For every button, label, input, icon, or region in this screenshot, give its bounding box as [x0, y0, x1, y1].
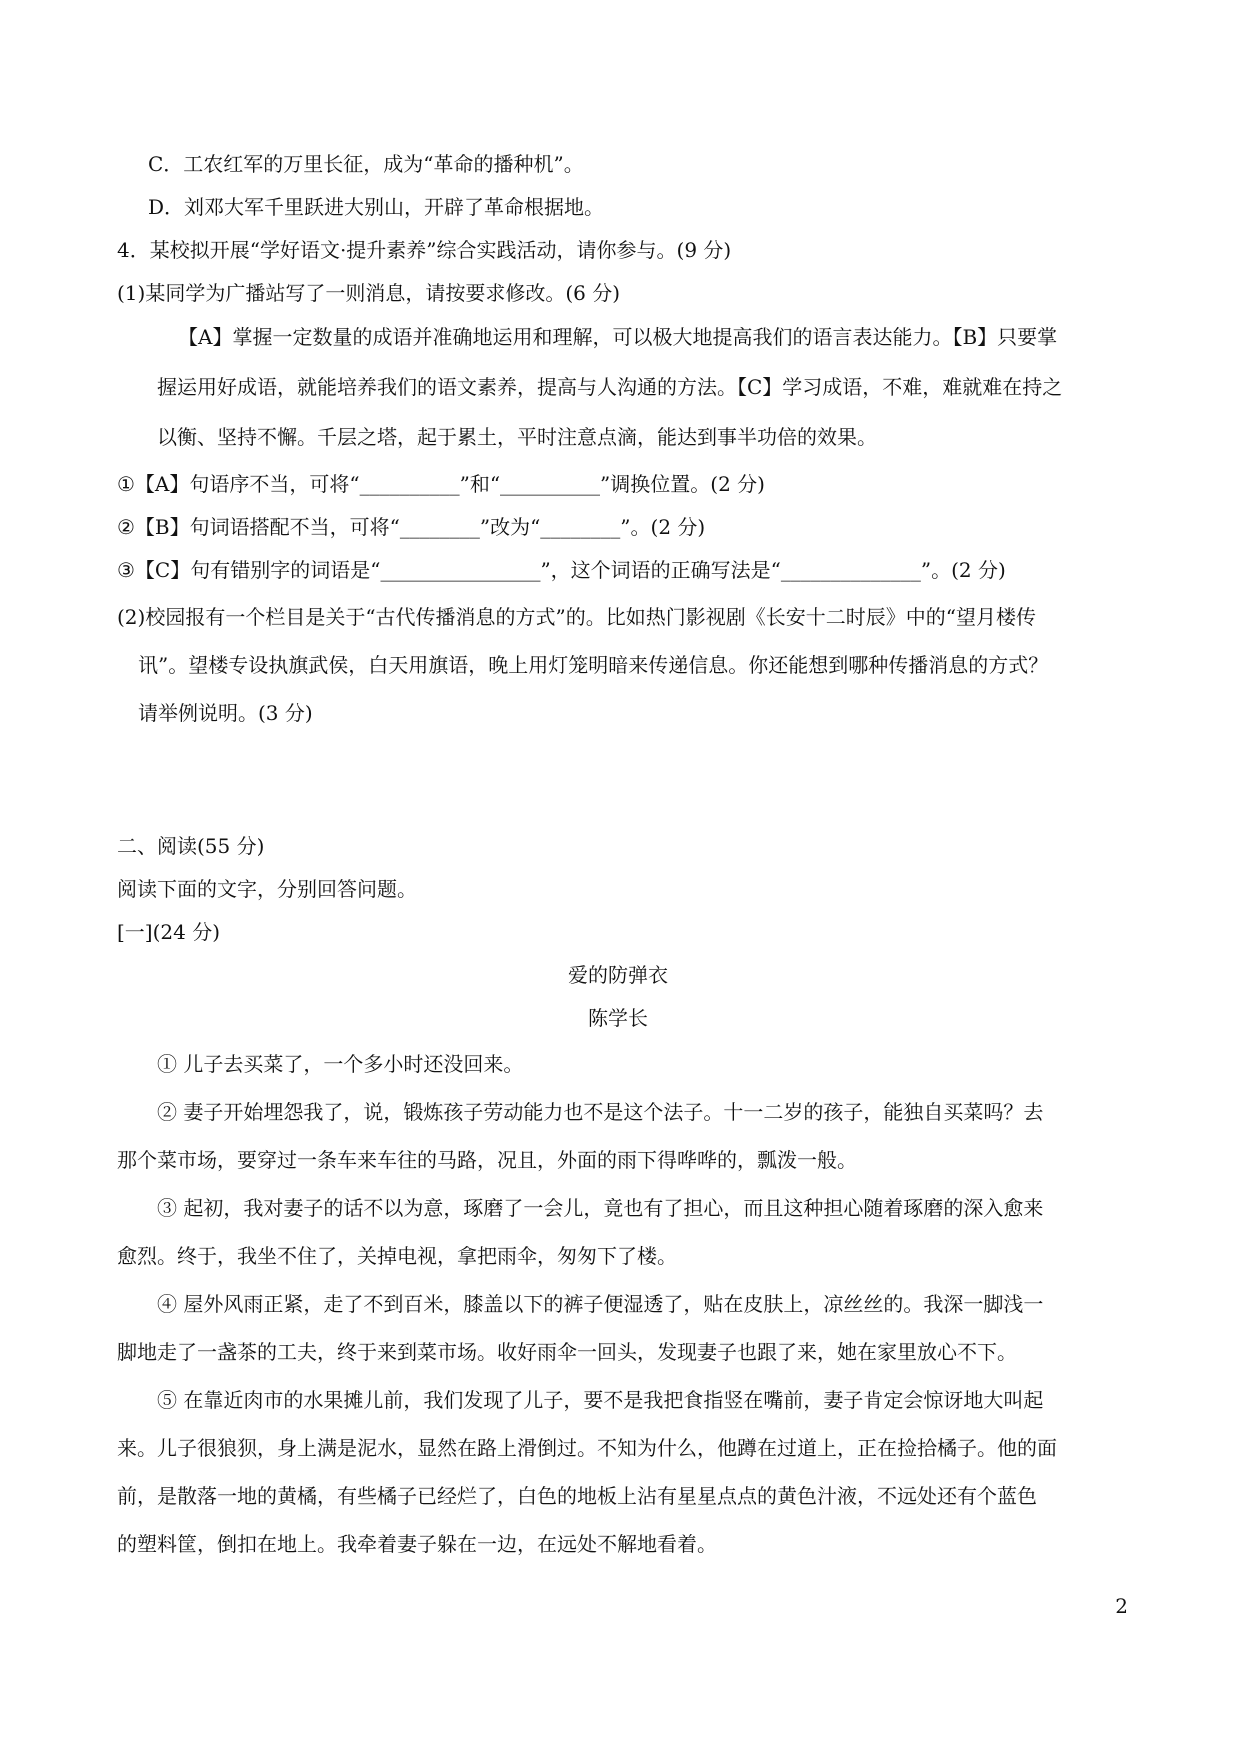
q4-stem: 4．某校拟开展“学好语文·提升素养”综合实践活动，请你参与。(9 分): [117, 238, 732, 262]
article-author: 陈学长: [588, 1006, 648, 1030]
q4-sub2: ②【B】句词语搭配不当，可将“________”改为“________”。(2 分): [117, 515, 706, 539]
article-paragraph-3: ③ 起初，我对妻子的话不以为意，琢磨了一会儿，竟也有了担心，而且这种担心随着琢磨的深入愈来: [157, 1196, 1044, 1220]
article-paragraph-1: ① 儿子去买菜了，一个多小时还没回来。: [157, 1052, 524, 1076]
q4-sub1: ①【A】句语序不当，可将“__________”和“__________”调换位置。(2 分): [117, 472, 765, 496]
article-paragraph-5: ⑤ 在靠近肉市的水果摊儿前，我们发现了儿子，要不是我把食指竖在嘴前，妻子肯定会惊讶地大叫起: [157, 1388, 1044, 1412]
q4-passage-line: 握运用好成语，就能培养我们的语文素养，提高与人沟通的方法。【C】学习成语，不难，难就难在持之: [157, 375, 1063, 399]
article-paragraph-2-cont: 那个菜市场，要穿过一条车来车往的马路，况且，外面的雨下得哗哗的，瓢泼一般。: [117, 1148, 857, 1172]
article-paragraph-3-cont: 愈烈。终于，我坐不住了，关掉电视，拿把雨伞，匆匆下了楼。: [117, 1244, 677, 1268]
q3-option-d: D．刘邓大军千里跃进大别山，开辟了革命根据地。: [148, 195, 605, 219]
article-paragraph-4: ④ 屋外风雨正紧，走了不到百米，膝盖以下的裤子便湿透了，贴在皮肤上，凉丝丝的。我深一脚浅一: [157, 1292, 1044, 1316]
section2-heading: 二、阅读(55 分): [117, 834, 265, 858]
q4-sub3: ③【C】句有错别字的词语是“________________”，这个词语的正确写法是“______________”。(2 分): [117, 558, 1006, 582]
article-paragraph-4-cont: 脚地走了一盏茶的工夫，终于来到菜市场。收好雨伞一回头，发现妻子也跟了来，她在家里放心不下。: [117, 1340, 1017, 1364]
article-paragraph-2: ② 妻子开始埋怨我了，说，锻炼孩子劳动能力也不是这个法子。十一二岁的孩子，能独自买菜吗？去: [157, 1100, 1044, 1124]
section2-instruction: 阅读下面的文字，分别回答问题。: [117, 877, 417, 901]
article-paragraph-5-cont: 来。儿子很狼狈，身上满是泥水，显然在路上滑倒过。不知为什么，他蹲在过道上，正在捡拾橘子。他的面: [117, 1436, 1057, 1460]
article-paragraph-5-cont: 的塑料筐，倒扣在地上。我牵着妻子躲在一边，在远处不解地看着。: [117, 1532, 717, 1556]
section2-part1-label: [一](24 分): [117, 920, 221, 944]
q4-passage-line: 【A】掌握一定数量的成语并准确地运用和理解，可以极大地提高我们的语言表达能力。【B】只要掌: [178, 325, 1058, 349]
q4-part2-line: (2)校园报有一个栏目是关于“古代传播消息的方式”的。比如热门影视剧《长安十二时辰》中的“望月楼传: [117, 605, 1037, 629]
page-number: 2: [1115, 1594, 1128, 1618]
q4-part2-line: 讯”。望楼专设执旗武侯，白天用旗语，晚上用灯笼明暗来传递信息。你还能想到哪种传播消息的方式？: [138, 653, 1049, 677]
article-title: 爱的防弹衣: [568, 963, 668, 987]
q4-part1-intro: (1)某同学为广播站写了一则消息，请按要求修改。(6 分): [117, 281, 621, 305]
q3-option-c: C．工农红军的万里长征，成为“革命的播种机”。: [148, 152, 584, 176]
q4-passage-line: 以衡、坚持不懈。千层之塔，起于累土，平时注意点滴，能达到事半功倍的效果。: [157, 425, 877, 449]
article-paragraph-5-cont: 前，是散落一地的黄橘，有些橘子已经烂了，白色的地板上沾有星星点点的黄色汁液，不远处还有个蓝色: [117, 1484, 1037, 1508]
q4-part2-line: 请举例说明。(3 分): [138, 701, 313, 725]
